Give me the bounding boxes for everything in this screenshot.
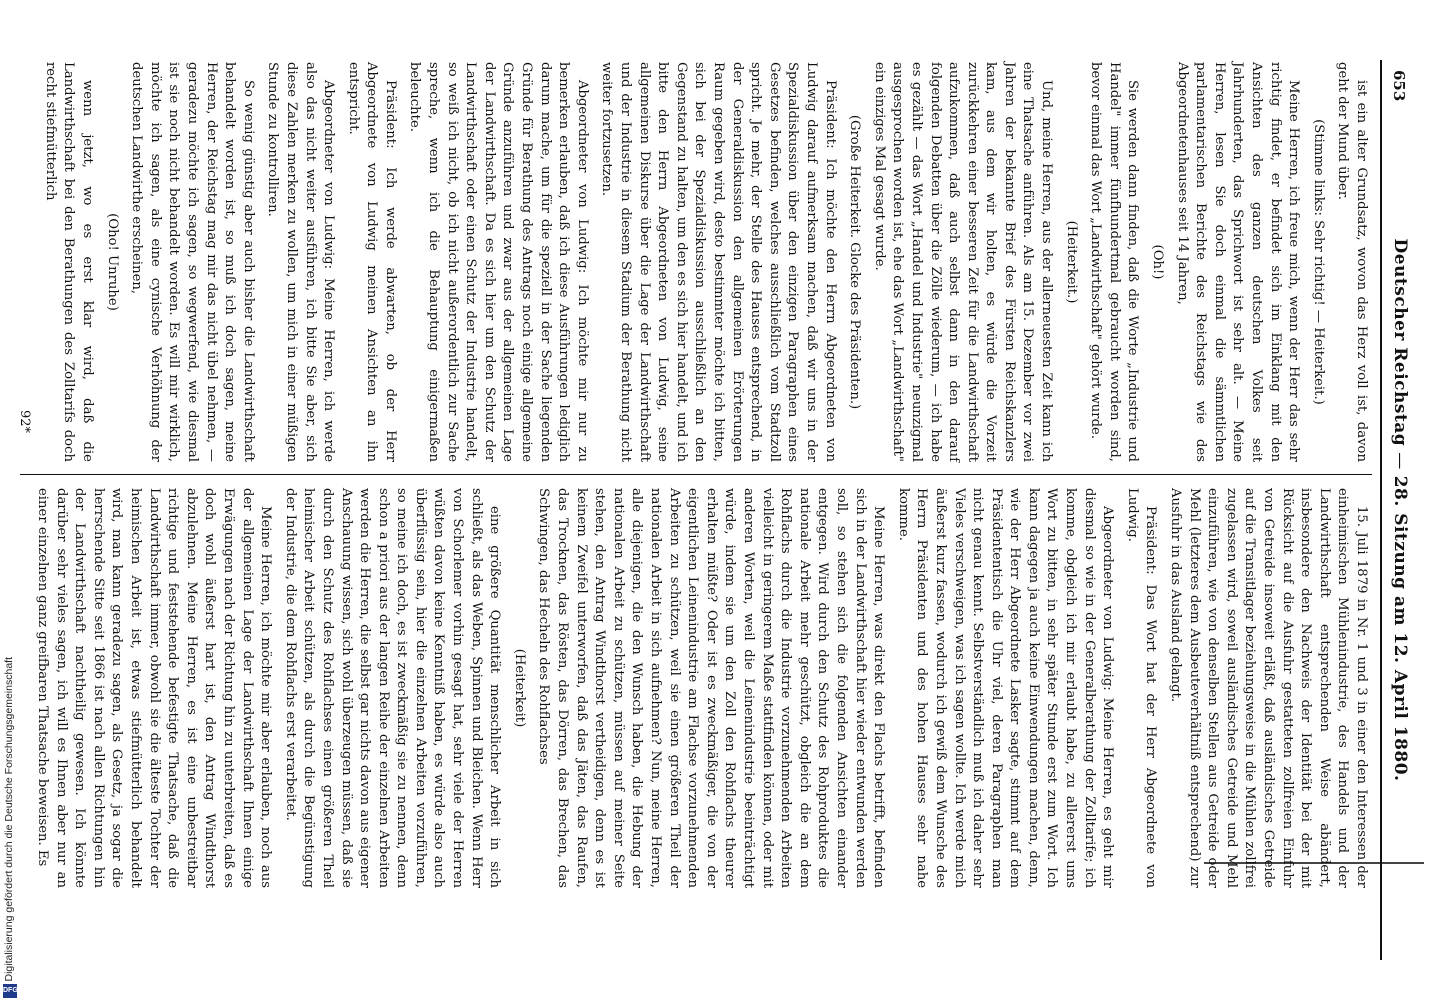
paragraph: (Oh!) bbox=[1150, 244, 1166, 280]
paragraph: Abgeordneter von Ludwig: Ich möchte mir nur zu bemerken erlauben, daß ich diese Ausführungen lediglich darum mache, um für die speziell in der Sache liegenden Gründe für Berathung des Antrags noch einige allgemeine Gründe anzuführen und zwar aus der allgemeinen Lage der Landwirthschaft. Da es sich hier um den Schutz der Landwirthschaft oder einen Schutz der Industrie handelt, so weiß ich nicht, ob ich nicht außerordentlich zur Sache spreche, wenn ich die Behauptung einigermaßen beleuchte. bbox=[407, 62, 590, 462]
paragraph: (Stimme links: Sehr richtig! — Heiterkeit.) bbox=[1310, 119, 1326, 405]
paragraph: ist ein alter Grundsatz, wovon das Herz voll ist, davon geht der Mund über. bbox=[1335, 62, 1369, 462]
paragraph: Meine Herren, ich freue mich, wenn der Herr das sehr richtig findet, er befindet sich im Einklang mit den Ansichten des ganzen deutschen Volkes seit Jahrhunderten, das Sprichwort ist sehr alt. — Meine Herren, lesen Sie doch einmal die sämmtlichen parlamentarischen Berichte des Reichstags wie des Abgeordnetenhauses seit 14 Jahren, bbox=[1174, 62, 1302, 462]
paragraph: (Heiterkeit.) bbox=[1063, 220, 1079, 304]
title-separator: — bbox=[1390, 452, 1410, 470]
page-header bbox=[1380, 60, 1412, 960]
paragraph: 15. Juli 1879 in Nr. 1 und 3 in einer den Interessen der einheimischen Mühlenindustrie, des Handels und der Landwirthschaft entsprechenden Weise abändert, insbesondere den Nachweis der Identität bei der mit Rücksicht auf die Ausfuhr gestatteten zollfreien Einfuhr von Getreide insoweit erläßt, daß ausländisches Getreide auf die Transitlager beziehungsweise in die Mühlen zollfrei zugelassen wird, soweil ausländisches Getreide und Mehl einzuführen, wie von denselben Stellen aus Getreide oder Mehl (letzteres dem Ausbeuteverhältniß entsprechend) zur Ausfuhr in das Ausland gelangt. bbox=[1168, 488, 1369, 888]
session-date: 28. Sitzung am 12. April 1880. bbox=[1390, 475, 1410, 782]
paragraph: Und, meine Herren, aus der allerneuesten Zeit kann ich eine Thatsache anführen. Als am 15. Dezember vor zwei Jahren der bekannte Brief des Fürsten Reichskanzlers kam, aus dem wir holten, es würde die Vorzeit zurückkehren einer besseren Zeit für die Landwirthschaft aufzukommen, daß auch selbst dann in den darauf folgenden Debatten über die Zölle wiederum, — ich habe es gezählt — das Wort „Handel und Industrie" neunzigmal ausgesprochen worden ist, ehe das Wort „Landwirthschaft" ein einziges Mal gesagt wurde. bbox=[871, 62, 1055, 462]
paragraph: So wenig günstig aber auch bisher die Landwirthschaft behandelt worden ist, so muß ich doch sagen, meine Herren, der Reichstag mag mir das nicht übel nehmen, — geradezu möchte ich sagen, so wegwerfend, wie diesmal ist sie noch nicht behandelt worden. Es will mir wirklich, möchte ich sagen, als eine cynische Verhöhnung der deutschen Landwirthe erscheinen, bbox=[129, 62, 256, 462]
column-left bbox=[20, 62, 1370, 462]
paragraph: Sie werden dann finden, daß die Worte „Industrie und Handel" immer fünfhundertmal gebraucht worden sind, bevor einmal das Wort „Landwirthschaft" gehört wurde. bbox=[1088, 62, 1141, 462]
paragraph: (Heiterkeit) bbox=[511, 648, 527, 728]
paragraph: (Große Heiterkeit. Glocke des Präsidenten.) bbox=[847, 114, 863, 410]
running-title bbox=[1390, 60, 1410, 960]
dfg-logo: DFG bbox=[3, 984, 17, 998]
paragraph: Abgeordneter von Ludwig: Meine Herren, es geht mir diesmal so wie in der Generalberathung der Zolltarife; ich komme, obgleich ich mir erlaubt habe, zu allererst ums Wort zu bitten, in sehr später Stunde erst zum Wort. Ich kann dagegen ja auch keine Einwendungen machen, denn, wie der Herr Abgeordnete Lasker sagte, stimmt auf dem Präsidententisch die Uhr viel, deren Paragraphen man nicht genau kennt. Selbstverständlich muß ich daher sehr Vieles verschweigen, was ich sagen wollte. Ich werde mich äußerst kurz fassen, wodurch ich gewiß dem Wunsche des Herrn Präsidenten und des hohen Hauses sehr nahe komme. bbox=[895, 488, 1116, 888]
page-number: 653 bbox=[1390, 70, 1408, 102]
paragraph: (Oho! Unruhe) bbox=[104, 213, 120, 311]
signature-mark: 92* bbox=[17, 410, 32, 434]
paragraph: Präsident: Ich möchte den Herrn Abgeordneten von Ludwig darauf aufmerksam machen, daß wir uns in der Spezialdiskussion über den einzigen Paragraphen eines Gesetzes befinden, welches ausschließlich vom Stadtzoll spricht. Je mehr, der Stelle des Hauses entsprechend, in der Generaldiskussion den allgemeinen Erörterungen Raum gegeben wird, desto bestimmter möchte ich bitten, sich bei der Spezialdiskussion ausschließlich an den Gegenstand zu halten, um den es sich hier handelt, und ich bitte den Herrn Abgeordneten von Ludwig, seine allgemeinen Diskurse über die Lage der Landwirthschaft und der Industrie in diesem Stadium der Berathung nicht weiter fortzusetzen. bbox=[599, 62, 838, 462]
column-right bbox=[20, 488, 1370, 888]
paragraph: Meine Herren, ich möchte mir aber erlauben, noch aus der allgemeinen Lage der Landwirthschaft Ihnen einige Erwägungen nach der Richtung hin zu unterbreiten, daß es doch wohl äußerst hart ist, den Antrag Windthorst abzulehnen. Meine Herren, es ist eine unbestreitbar richtige und feststehende befestigte Thatsache, daß die Landwirthschaft immer, obwohl sie die älteste Tochter der heimischen Arbeit ist, etwas stiefmütterlich behandelt wird, man kann geradezu sagen, als Gesetz, ja sogar die herrschende Sitte seit 1866 ist nach allen Richtungen hin der Landwirthschaft nachtheilig gewesen. Ich könnte darüber sehr vieles sagen, ich will es Ihnen aber nur an einer einzelnen ganz greifbaren Thatsache beweisen. Es bbox=[35, 488, 274, 888]
paragraph: wenn jetzt, wo es erst klar wird, daß die Landwirthschaft bei den Berathungen des Zolltarifs doch recht stiefmütterlich bbox=[42, 62, 95, 462]
digitization-credit: Digitalisierung gefördert durch die Deutsche Forschungsgemeinschaft bbox=[3, 657, 15, 982]
publication-title: Deutscher Reichstag bbox=[1390, 238, 1410, 447]
column-divider bbox=[20, 474, 1372, 475]
paragraph: eine größere Quantität menschlicher Arbeit in sich schließt, als das Weben, Spinnen und Bleichen. Wenn Herr von Schorlemer vorhin gesagt hat, sehr viele der Herren wüßten davon keine Kenntniß haben, es würde also auch überflüssig sein, hier die einzelnen Arbeiten vorzuführen, so meine ich doch, es ist zweckmäßig sie zu nennen, denn schon a priori aus der langen Reihe der einzelnen Arbeiten werden die Herren, die selbst gar nichts davon aus eigener Anschauung wissen, sich wohl überzeugen müssen, daß sie durch den Schutz des Rohflachses einen größeren Theil heimischer Arbeit schützen, als durch die Begünstigung der Industrie, die dem Rohflachs erst verarbeitet. bbox=[282, 488, 503, 888]
digitization-credit-strip bbox=[0, 0, 20, 1000]
paragraph: Präsident: Ich werde abwarten, ob der Herr Abgeordnete von Ludwig meinen Ansichten an ihn entspricht. bbox=[345, 62, 398, 462]
paragraph: Abgeordneter von Ludwig: Meine Herren, ich werde also das nicht weiter ausführen, ich bitte Sie aber, sich diese Zahlen merken zu wollen, um mich in einer müßigen Stunde zu kontrolliren. bbox=[265, 62, 337, 462]
paragraph: Präsident: Das Wort hat der Herr Abgeordnete von Ludwig. bbox=[1124, 488, 1159, 888]
paragraph: Meine Herren, was direkt den Flachs betrifft, befinden sich in der Landwirthschaft hier wieder entwunden werden soll, so stehen sich die folgenden Ansichten einander entgegen. Wird durch den Schutz des Rohproduktes die nationale Arbeit mehr geschützt, obgleich die an dem Rohflachs durch die Industrie vorzunehmenden Arbeiten vielleicht in geringerem Maße stattfinden können, oder mit anderen Worten, weil die Leinenindustrie beeinträchtigt würde, indem sie um den Zoll den Rohflachs theurer erhalten müßte? Oder ist es zweckmäßiger, die von der eigentlichen Leinenindustrie am Flachse vorzunehmenden Arbeiten zu schützen, weil sie einen größeren Theil der nationalen Arbeit in sich aufnehmen? Nun, meine Herren, alle diejenigen, die den Wunsch haben, die Hebung der nationalen Arbeit zu schützen, müssen auf meiner Seite stehen, den Antrag Windthorst vertheidigen, denn es ist keinem Zweifel unterworfen, daß das Jäten, das Raufen, das Trocknen, das Rösten, das Dörren, das Brechen, das Schwingen, das Hecheln des Rohflachses bbox=[536, 488, 887, 888]
